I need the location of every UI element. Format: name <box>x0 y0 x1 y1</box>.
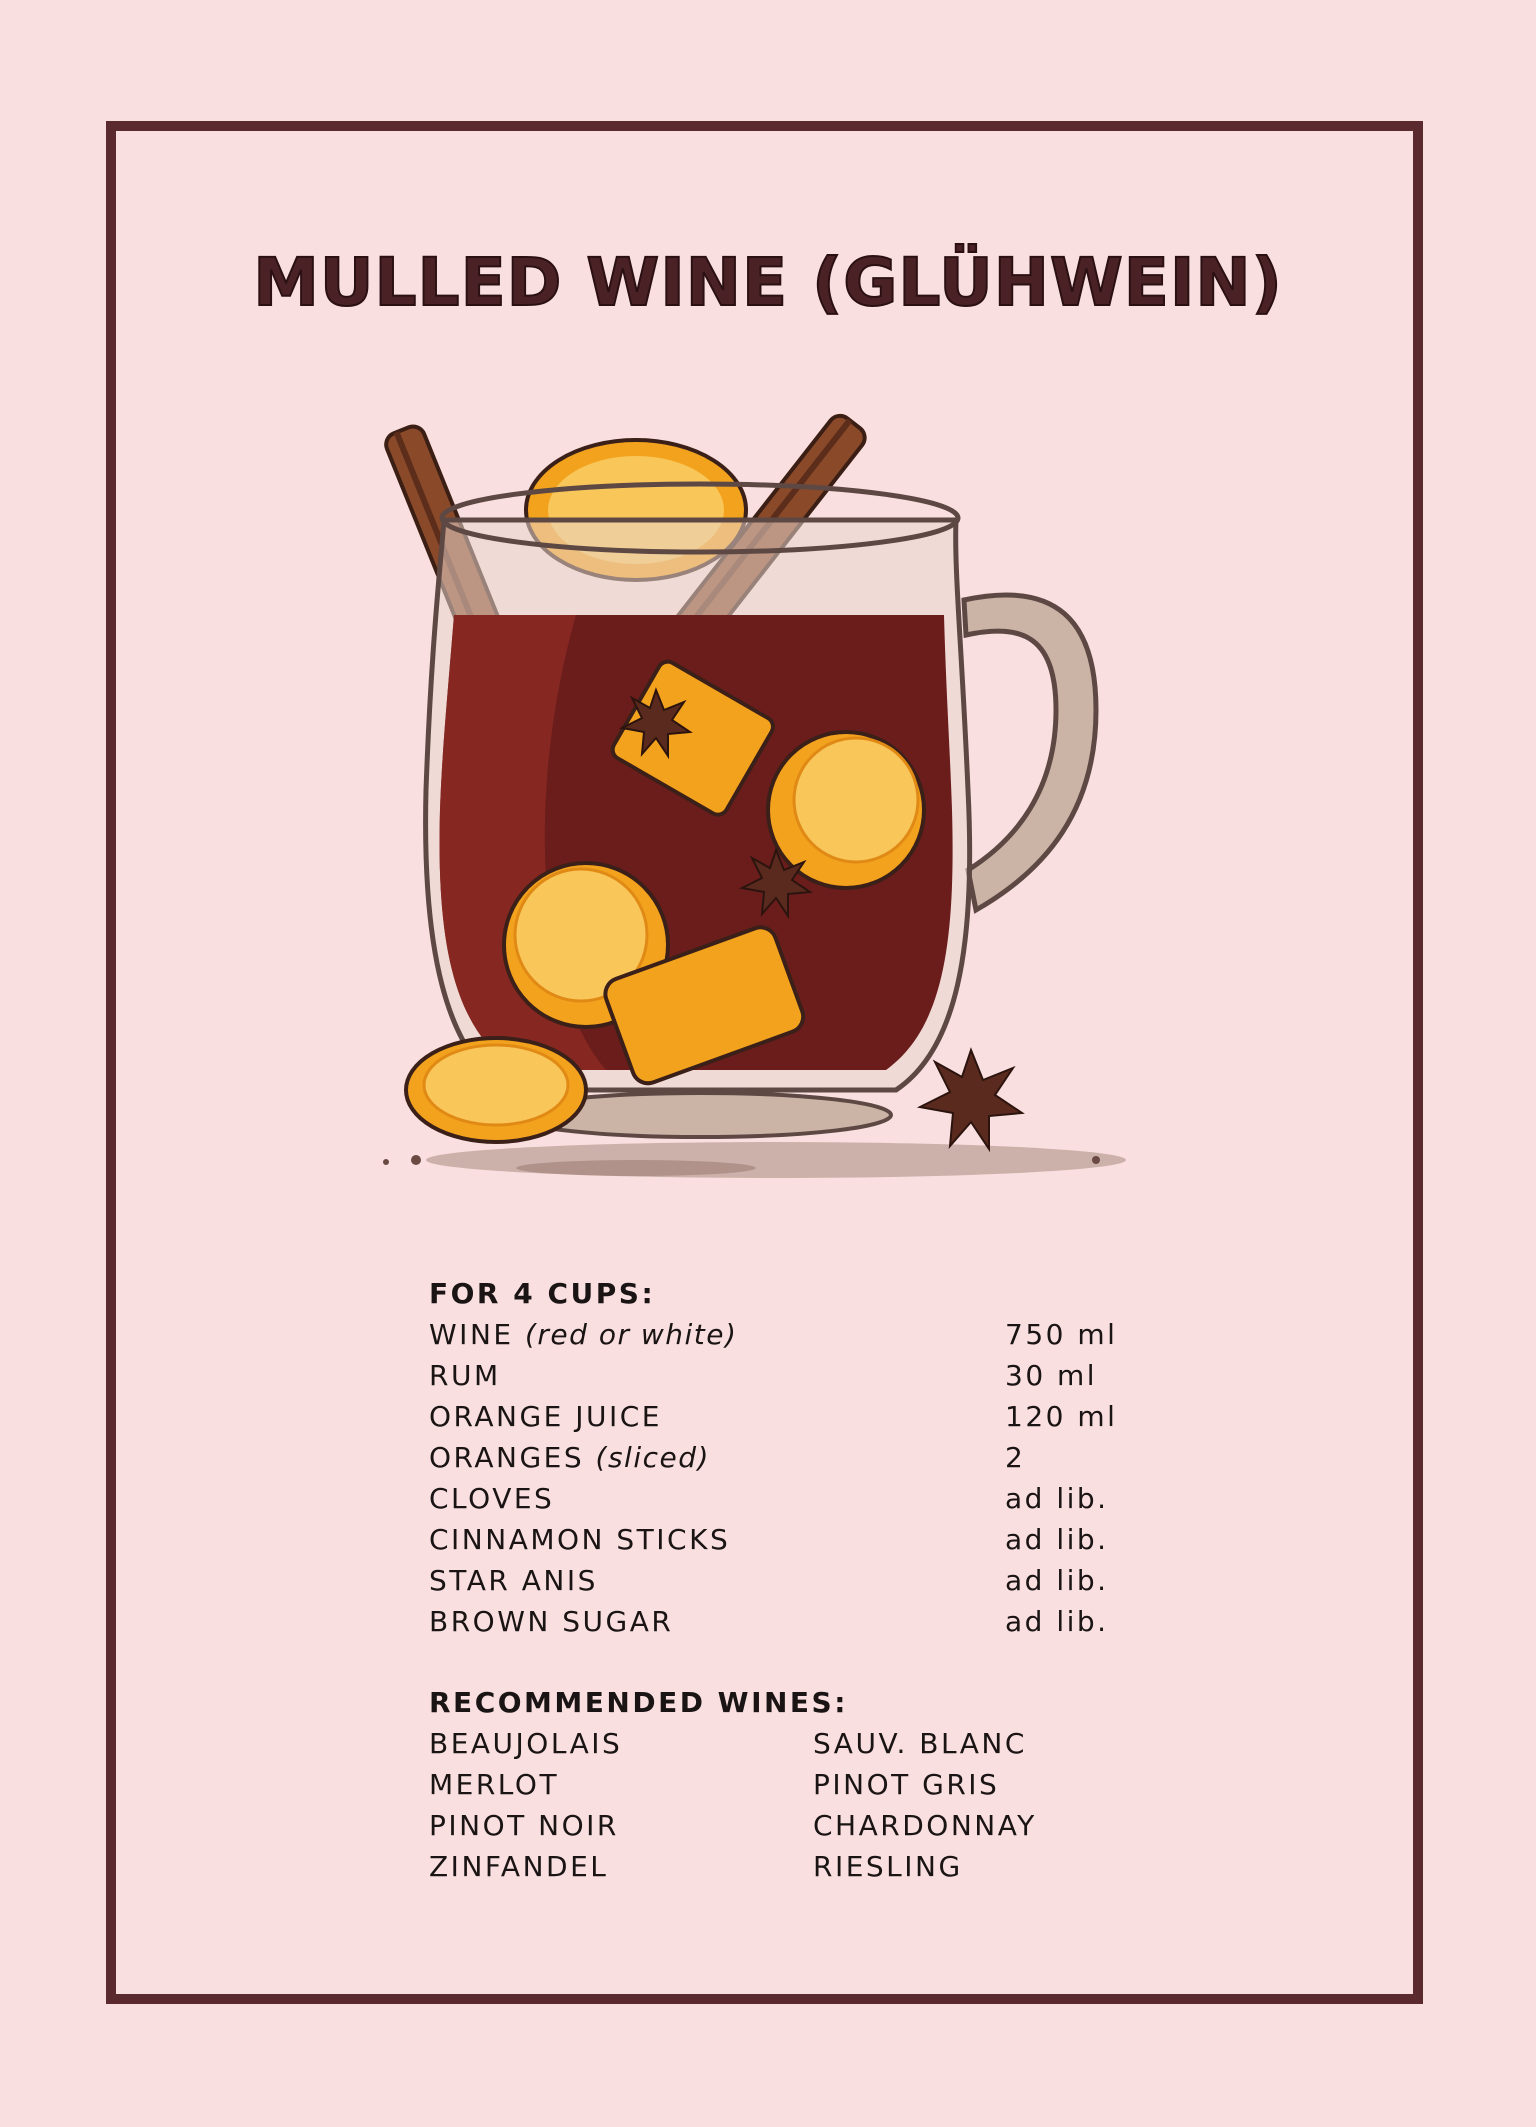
ingredient-name: BROWN SUGAR <box>429 1605 674 1638</box>
ingredient-amount: 750 ml <box>1005 1318 1118 1351</box>
ingredient-amount: 120 ml <box>1005 1400 1118 1433</box>
ingredient-row <box>429 1314 1229 1355</box>
wines-heading: RECOMMENDED WINES: <box>429 1686 848 1719</box>
wine-name: SAUV. BLANC <box>813 1727 1027 1760</box>
wine-name: ZINFANDEL <box>429 1850 609 1883</box>
ingredient-name: WINE <box>429 1318 514 1351</box>
wine-name: MERLOT <box>429 1768 560 1801</box>
recipe-section <box>429 1273 1229 1887</box>
wine-row <box>429 1764 1229 1805</box>
ingredient-row <box>429 1355 1229 1396</box>
ingredient-amount: ad lib. <box>1005 1605 1109 1638</box>
ingredient-amount: ad lib. <box>1005 1564 1109 1597</box>
ingredient-amount: ad lib. <box>1005 1482 1109 1515</box>
ingredient-row <box>429 1437 1229 1478</box>
ingredient-name: ORANGES <box>429 1441 585 1474</box>
wine-row <box>429 1805 1229 1846</box>
ingredient-row <box>429 1396 1229 1437</box>
ingredient-amount: 2 <box>1005 1441 1026 1474</box>
ingredient-name: RUM <box>429 1359 501 1392</box>
page-title: MULLED WINE (GLÜHWEIN) <box>253 244 1283 321</box>
wine-name: RIESLING <box>813 1850 963 1883</box>
ingredient-row <box>429 1519 1229 1560</box>
ingredient-note: (sliced) <box>595 1441 710 1474</box>
ingredient-name: CLOVES <box>429 1482 555 1515</box>
wine-name: BEAUJOLAIS <box>429 1727 623 1760</box>
ingredient-row <box>429 1560 1229 1601</box>
wine-name: PINOT GRIS <box>813 1768 1000 1801</box>
ingredient-name: STAR ANIS <box>429 1564 598 1597</box>
ingredients-heading: FOR 4 CUPS: <box>429 1277 656 1310</box>
wine-list <box>429 1723 1229 1887</box>
wine-name: CHARDONNAY <box>813 1809 1037 1842</box>
ingredient-list <box>429 1314 1229 1642</box>
wine-row <box>429 1846 1229 1887</box>
wine-row <box>429 1723 1229 1764</box>
ingredient-amount: ad lib. <box>1005 1523 1109 1556</box>
ingredient-row <box>429 1478 1229 1519</box>
wine-name: PINOT NOIR <box>429 1809 619 1842</box>
ingredient-name: ORANGE JUICE <box>429 1400 662 1433</box>
ingredient-amount: 30 ml <box>1005 1359 1098 1392</box>
ingredient-note: (red or white) <box>525 1318 738 1351</box>
ingredient-row <box>429 1601 1229 1642</box>
ingredient-name: CINNAMON STICKS <box>429 1523 731 1556</box>
mulled-wine-mug-illustration <box>356 390 1146 1190</box>
